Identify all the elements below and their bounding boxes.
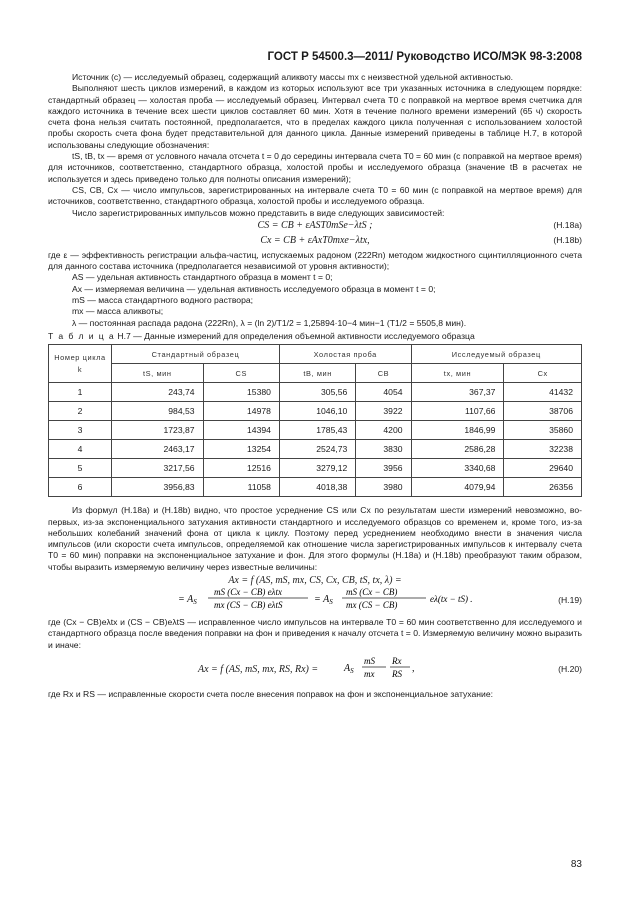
- definition-ax: Ax — измеряемая величина — удельная активность исследуемого образца в момент t = 0;: [72, 283, 436, 294]
- table-cell: 32238: [504, 440, 582, 459]
- group-sample-header: Исследуемый образец: [411, 345, 581, 364]
- table-cell: 3956,83: [112, 478, 204, 497]
- svg-text:mx (CS − CB) eλtS: mx (CS − CB) eλtS: [214, 600, 283, 611]
- svg-text:= AS: = $A_S$: [314, 594, 333, 607]
- formula-h18a: [48, 220, 582, 234]
- table-cell: 1: [49, 383, 112, 402]
- formula-h19-number: (Н.19): [558, 595, 582, 606]
- svg-text:mS (Cx − CB): mS (Cx − CB): [346, 587, 398, 598]
- table-cell: 3279,12: [279, 459, 355, 478]
- formula-h19-line1: Ax = f (AS, mS, mx, CS, Cx, CB, tS, tx, λ) =: [228, 575, 402, 587]
- table-cell: 1723,87: [112, 421, 204, 440]
- table-cell: 4: [49, 440, 112, 459]
- paragraph-averaging: Из формул (Н.18а) и (Н.18b) видно, что простое усреднение CS или Cx по результатам шести измерений невозможно, во-первых, из-за экспоненциального затухания активности стандартного и исследуемого образцов со временем и, кроме того, из-за небольших колебаний значений фона от цикла к циклу. Поэтому перед усреднением необходимо внести в значения числа импульсов (или скорости счета импульсов, определяемой как отношение числа зарегистрированных импульсов к интервалу счета T0 = 60 мин) поправки на экспоненциальное затухание и фон. Для этого формулы (Н.18а) и (Н.18b) преобразуют таким образом, чтобы выразить измеряемую величину через известные величины:: [48, 505, 582, 572]
- definition-ms: mS — масса стандартного водного раствора;: [72, 295, 254, 306]
- col-cycle-header: Номер цикла k: [49, 345, 112, 383]
- table-row: [49, 440, 582, 459]
- table-cell: 2: [49, 402, 112, 421]
- formula-h20-number: (Н.20): [558, 663, 582, 674]
- svg-text:Rx: Rx: [392, 655, 402, 666]
- table-cell: 2524,73: [279, 440, 355, 459]
- running-header: ГОСТ Р 54500.3—2011/ Руководство ИСО/МЭК 98-3:2008: [267, 51, 582, 63]
- table-cell: 984,53: [112, 402, 204, 421]
- formula-h18a-number: (Н.18а): [553, 219, 582, 230]
- table-cell: 1785,43: [279, 421, 355, 440]
- table-cell: 4018,38: [279, 478, 355, 497]
- table-cell: 4200: [356, 421, 411, 440]
- formula-h20-expr: Ax = f (AS, mS, mx, RS, Rx) =: [198, 663, 319, 675]
- formula-h18a-expr: CS = CB + εAST0mSe−λtS ;: [257, 219, 373, 231]
- table-cell: 11058: [203, 478, 279, 497]
- table-caption: [48, 331, 582, 342]
- formula-h20-fraction: [344, 655, 424, 683]
- sub-header-tx: tx, мин: [411, 364, 504, 383]
- table-cell: 26356: [504, 478, 582, 497]
- table-cell: 5: [49, 459, 112, 478]
- sub-header-cs: CS: [203, 364, 279, 383]
- table-cell: 3980: [356, 478, 411, 497]
- table-cell: 4079,94: [411, 478, 504, 497]
- table-row: [49, 478, 582, 497]
- table-cell: 3922: [356, 402, 411, 421]
- table-cell: 305,56: [279, 383, 355, 402]
- svg-text:eλ(tx − tS) .: eλ(tx − tS) .: [430, 594, 473, 605]
- svg-text:,: ,: [412, 662, 415, 674]
- sub-header-ts: tS, мин: [112, 364, 204, 383]
- sub-header-cb: CB: [356, 364, 411, 383]
- table-cell: 2586,28: [411, 440, 504, 459]
- svg-text:AS: $A_S$: [344, 662, 354, 675]
- svg-text:= AS: = $A_S$: [178, 594, 197, 607]
- svg-text:mS (Cx − CB) eλtx: mS (Cx − CB) eλtx: [214, 587, 282, 598]
- table-cell: 3: [49, 421, 112, 440]
- paragraph-corrected-rates: где Rx и RS — исправленные скорости счета после внесения поправок на фон и экспоненциальное затухание:: [48, 688, 493, 699]
- formula-h18b-expr: Cx = CB + εAxT0mxe−λtx,: [260, 234, 370, 246]
- table-cell: 12516: [203, 459, 279, 478]
- definition-as: AS — удельная активность стандартного образца в момент t = 0;: [72, 272, 333, 283]
- table-cell: 14394: [203, 421, 279, 440]
- paragraph-source-c: Источник (c) — исследуемый образец, содержащий аликвоту массы mx с неизвестной удельной активностью.: [72, 72, 514, 82]
- definition-mx: mx — масса аликвоты;: [72, 306, 164, 317]
- definition-lambda: λ — постоянная распада радона (222Rn), λ = (ln 2)/T1/2 = 1,25894·10−4 мин−1 (T1/2 = 5505,8 мин).: [72, 317, 467, 328]
- table-cell: 6: [49, 478, 112, 497]
- table-cell: 243,74: [112, 383, 204, 402]
- page-body: [48, 72, 582, 700]
- group-standard-header: Стандартный образец: [112, 345, 280, 364]
- table-cell: 15380: [203, 383, 279, 402]
- table-cell: 3830: [356, 440, 411, 459]
- table-row: [49, 402, 582, 421]
- table-cell: 1846,99: [411, 421, 504, 440]
- formula-h19: [48, 573, 582, 609]
- sub-header-cx: Cx: [504, 364, 582, 383]
- table-cell: 35860: [504, 421, 582, 440]
- table-row: [49, 459, 582, 478]
- sub-header-tb: tB, мин: [279, 364, 355, 383]
- group-blank-header: Холостая проба: [279, 345, 411, 364]
- formula-h20: [48, 655, 582, 683]
- paragraph-cycles: Выполняют шесть циклов измерений, в каждом из которых используют все три указанных источника в следующем порядке: стандартный образец — холостая проба — исследуемый образец. Интервал счета T0 с поправкой на мертвое время счетчика для каждого источника в течение всех шести циклов составляет 60 мин. Хотя в течение полного времени измерений (65 ч) скорость счета фона нельзя считать постоянной, предполагается, что в пределах каждого цикла полученная с использованием холостой пробы скорость счета фона будет представительной для данного цикла. Данные измерений приведены в таблице Н.7, в которой использованы следующие обозначения:: [48, 83, 582, 150]
- table-row: [49, 383, 582, 402]
- table-cell: 29640: [504, 459, 582, 478]
- paragraph-times: tS, tB, tx — время от условного начала отсчета t = 0 до середины интервала счета T0 = 60 мин (с поправкой на мертвое время) для источников, соответственно, стандартного образца, холостой пробы и исследуемого образца (значение tB в расчетах не используется и здесь приведено только для полноты описания измерений);: [48, 151, 582, 184]
- formula-h19-fraction: [178, 587, 473, 611]
- formula-h18b: [48, 235, 582, 249]
- paragraph-counts: CS, CB, Cx — число импульсов, зарегистрированных на интервале счета T0 = 60 мин (с поправкой на мертвое время) для источников, соответственно, стандартного образца, холостой пробы и исследуемого образца.: [48, 184, 582, 207]
- formula-h18b-number: (Н.18b): [553, 234, 582, 245]
- table-cell: 1107,66: [411, 402, 504, 421]
- table-cell: 14978: [203, 402, 279, 421]
- table-cell: 3217,56: [112, 459, 204, 478]
- table-row: [49, 421, 582, 440]
- paragraph-corrected-counts: где (Cx − CB)eλtx и (CS − CB)eλtS — исправленное число импульсов на интервале T0 = 60 мин соответственно для исследуемого и стандартного образца после введения поправки на фон и приведения к началу отсчета t = 0. Измеряемую величину можно выразить и иначе:: [48, 617, 582, 650]
- paragraph-epsilon: где ε — эффективность регистрации альфа-частиц, испускаемых радоном (222Rn) методом жидкостного сцинтилляционного счета для данного состава источника (предполагается независимой от уровня активности);: [48, 249, 582, 272]
- table-caption-label: Т а б л и ц а: [48, 330, 115, 341]
- table-cell: 2463,17: [112, 440, 204, 459]
- table-cell: 4054: [356, 383, 411, 402]
- table-cell: 38706: [504, 402, 582, 421]
- table-cell: 41432: [504, 383, 582, 402]
- table-cell: 3340,68: [411, 459, 504, 478]
- table-cell: 13254: [203, 440, 279, 459]
- svg-text:mx (CS − CB): mx (CS − CB): [346, 600, 398, 611]
- table-cell: 367,37: [411, 383, 504, 402]
- page-number: 83: [570, 859, 582, 870]
- svg-text:mS: mS: [364, 655, 375, 666]
- measurement-table: [48, 344, 582, 497]
- svg-text:RS: RS: [392, 668, 402, 679]
- svg-text:mx: mx: [364, 668, 375, 679]
- table-cell: 3956: [356, 459, 411, 478]
- table-cell: 1046,10: [279, 402, 355, 421]
- paragraph-dependencies: Число зарегистрированных импульсов можно представить в виде следующих зависимостей:: [72, 207, 445, 218]
- table-caption-text: Н.7 — Данные измерений для определения объемной активности исследуемого образца: [117, 330, 475, 341]
